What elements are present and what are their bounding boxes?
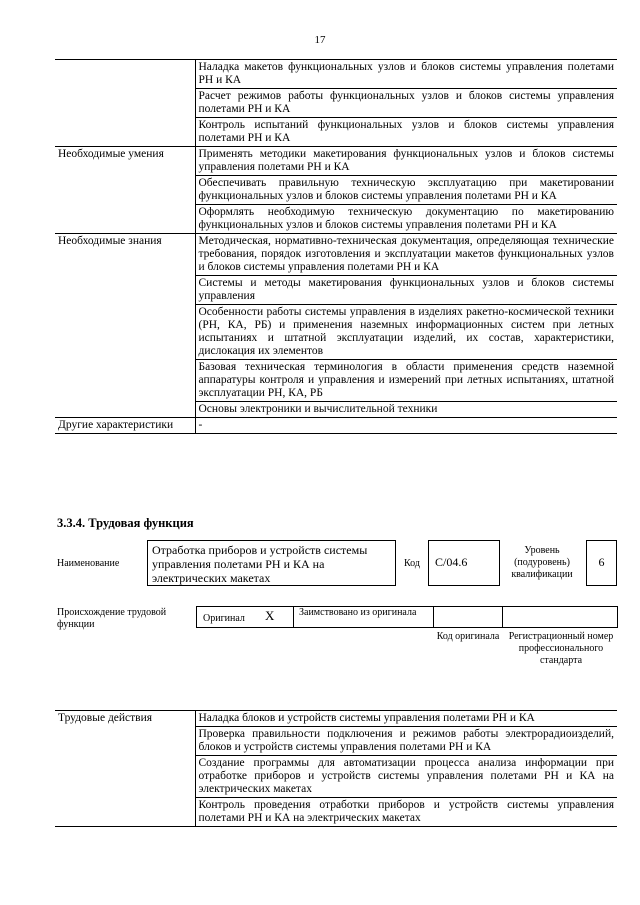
- table-row: [55, 118, 617, 147]
- table-row: [55, 360, 617, 402]
- row-text: Оформлять необходимую техническую документацию по макетированию функциональных узлов и блоков системы управления полетами РН и КА: [195, 205, 617, 234]
- original-label: Оригинал: [203, 613, 245, 624]
- origin-label: Происхождение трудовой функции: [57, 607, 167, 630]
- table-row: [55, 798, 617, 827]
- row-label: Другие характеристики: [55, 418, 195, 434]
- row-label: [55, 60, 195, 89]
- row-text: Обеспечивать правильную техническую эксплуатацию при макетировании функциональных узлов и блоков системы управления полетами РН и КА: [195, 176, 617, 205]
- row-text: Расчет режимов работы функциональных узлов и блоков системы управления полетами РН и КА: [195, 89, 617, 118]
- row-text: Создание программы для автоматизации процесса анализа информации при отработке приборов и устройств системы управления полетами РН и КА на электрических макетах: [195, 756, 617, 798]
- row-label: [55, 305, 195, 360]
- table-row: [55, 89, 617, 118]
- table-row: [55, 60, 617, 89]
- row-label: [55, 89, 195, 118]
- table-row: [55, 147, 617, 176]
- section-title: 3.3.4. Трудовая функция: [57, 516, 194, 530]
- table-row: [55, 418, 617, 434]
- row-label: [55, 205, 195, 234]
- row-label: [55, 756, 195, 798]
- function-code-box: С/04.6: [428, 540, 500, 586]
- page-number: 17: [314, 34, 326, 46]
- row-text: Основы электроники и вычислительной техники: [195, 402, 617, 418]
- row-label: [55, 798, 195, 827]
- labor-actions-table: [55, 710, 617, 827]
- table-row: [55, 276, 617, 305]
- table-row: [55, 176, 617, 205]
- row-text: Особенности работы системы управления в изделиях ракетно-космической техники (РН, КА, РБ) и применения наземных информационных систем при летных испытаниях и штатной эксплуатации изделий, их состав, характеристики, дислокация их элементов: [195, 305, 617, 360]
- table-row: [55, 205, 617, 234]
- row-text: Наладка макетов функциональных узлов и блоков системы управления полетами РН и КА: [195, 60, 617, 89]
- row-text: Системы и методы макетирования функциональных узлов и блоков системы управления: [195, 276, 617, 305]
- row-label: [55, 176, 195, 205]
- row-label: [55, 727, 195, 756]
- function-name-box: Отработка приборов и устройств системы управления полетами РН и КА на электрических макетах: [147, 540, 396, 586]
- origin-row: [196, 606, 618, 628]
- code-label: Код: [404, 558, 420, 569]
- table-row: [55, 402, 617, 418]
- row-text: Наладка блоков и устройств системы управления полетами РН и КА: [195, 711, 617, 727]
- code-original-caption: Код оригинала: [436, 631, 500, 642]
- level-label: Уровень (подуровень) квалификации: [511, 545, 573, 580]
- skills-knowledge-table: [55, 59, 617, 434]
- row-label: [55, 360, 195, 402]
- row-text: Контроль проведения отработки приборов и устройств системы управления полетами РН и КА на электрических макетах: [195, 798, 617, 827]
- row-label: [55, 118, 195, 147]
- row-label: Необходимые знания: [55, 234, 195, 276]
- level-value-box: 6: [586, 540, 617, 586]
- row-label: Необходимые умения: [55, 147, 195, 176]
- original-mark: X: [265, 608, 275, 623]
- row-text: -: [195, 418, 617, 434]
- table-row: [55, 234, 617, 276]
- row-label: Трудовые действия: [55, 711, 195, 727]
- row-text: Базовая техническая терминология в области применения средств наземной аппаратуры контроля и управления и измерений при летных испытаниях, штатной эксплуатации РН, КА, РБ: [195, 360, 617, 402]
- table-row: [55, 305, 617, 360]
- row-text: Методическая, нормативно-техническая документация, определяющая технические требования, порядок изготовления и эксплуатации макетов функциональных узлов и блоков системы управления полетами РН и КА: [195, 234, 617, 276]
- row-text: Контроль испытаний функциональных узлов и блоков системы управления полетами РН и КА: [195, 118, 617, 147]
- table-row: [55, 756, 617, 798]
- reg-number-caption: Регистрационный номер профессионального стандарта: [508, 631, 614, 666]
- name-label: Наименование: [57, 558, 120, 569]
- row-text: Проверка правильности подключения и режимов работы электрорадиоизделий, блоков и устройств системы управления полетами РН и КА: [195, 727, 617, 756]
- table-row: [55, 727, 617, 756]
- borrowed-label: Заимствовано из оригинала: [299, 607, 417, 618]
- row-label: [55, 276, 195, 305]
- row-text: Применять методики макетирования функциональных узлов и блоков системы управления полетами РН и КА: [195, 147, 617, 176]
- table-row: [55, 711, 617, 727]
- row-label: [55, 402, 195, 418]
